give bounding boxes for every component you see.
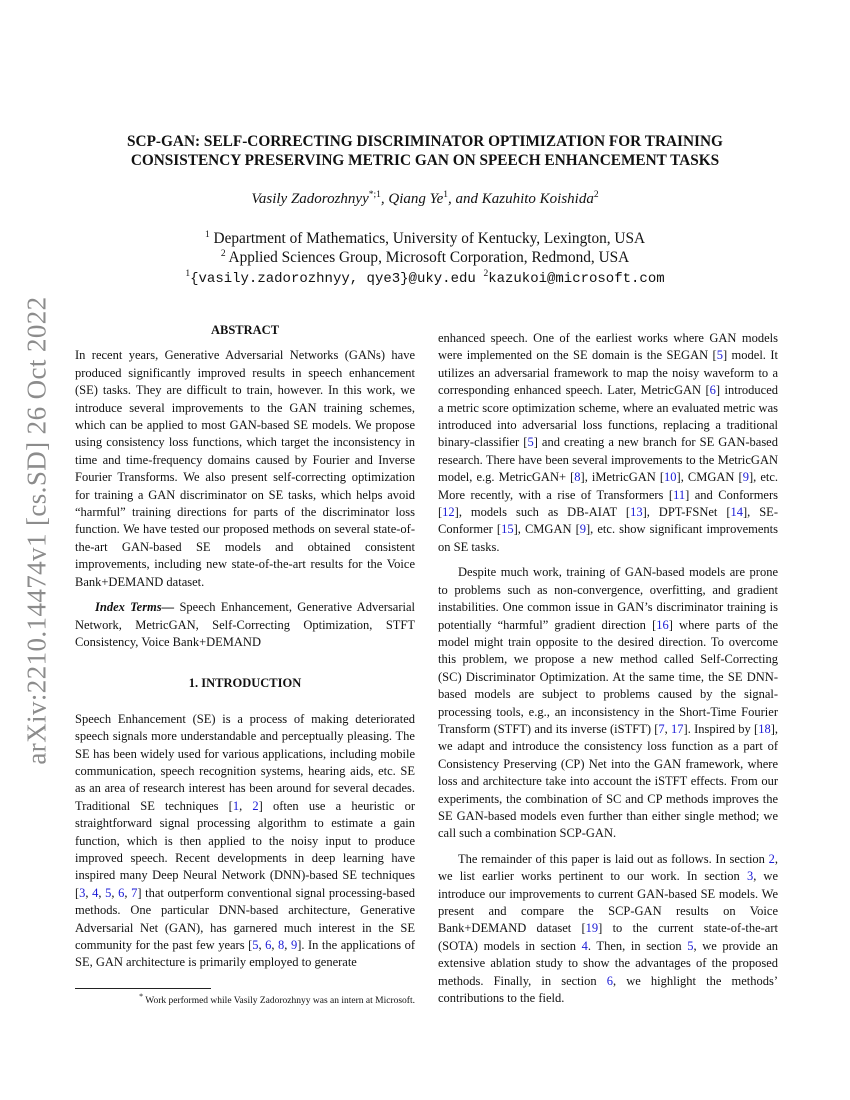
citation-link[interactable]: 10 (664, 470, 677, 485)
author-1: Vasily Zadorozhnyy (251, 191, 369, 207)
author-list: Vasily Zadorozhnyy$^{*;1}$, Qiang Ye$^1$, and Kazuhito Koishida$^2$ (251, 190, 599, 207)
right-paragraph-1: enhanced speech. One of the earliest works where GAN models were implemented on the SE domain is the SEGAN [5] model. It utilizes an adversarial framework to map the noisy waveform to a corresponding enhanced speech. Later, MetricGAN [6] introduced a metric score optimization scheme, where an evaluated metric was introduced into adversarial loss functions, replacing a traditional binary-classifier [5] and creating a new branch for SE GAN-based research. There have been several improvements to the MetricGAN model, e.g. MetricGAN+ [8], iMetricGAN [10], CMGAN [9], etc. More recently, with a rise of Transformers [11] and Conformers [12], models such as DB-AIAT [13], DPT-FSNet [14], SE-Conformer [15], CMGAN [9], etc. show significant improvements on SE tasks. (438, 331, 779, 554)
section-link[interactable]: 3 (746, 869, 754, 884)
section-link[interactable]: 4 (581, 938, 588, 953)
index-terms-label: Index Terms— (95, 600, 175, 615)
citation-link[interactable]: 7 (658, 721, 665, 736)
citation-link[interactable]: 13 (630, 505, 643, 520)
citation-link[interactable]: 7 (131, 885, 138, 900)
email-line (70, 269, 780, 287)
affiliation-1 (70, 230, 780, 248)
right-paragraph-3: The remainder of this paper is laid out as follows. In section 2, we list earlier works pertinent to our work. In section 3, we introduce our improvements to current GAN-based SE models. We present and compare the SCP-GAN results on Voice Bank+DEMAND dataset [19] to the current state-of-the-art (SOTA) models in section 4. Then, in section 5, we provide an extensive ablation study to show the advantages of the proposed methods. Finally, in section 6, we highlight the methods’ contributions to the field. (438, 851, 779, 1006)
email-1-mark: 1 (185, 269, 191, 279)
citation-link[interactable]: 15 (501, 522, 514, 537)
citation-link[interactable]: 16 (656, 617, 669, 632)
email-2-mark: 2 (483, 269, 489, 279)
section-link[interactable]: 5 (687, 938, 694, 953)
citation-link[interactable]: 12 (442, 505, 455, 520)
affiliation-2-text: Applied Sciences Group, Microsoft Corporation, Redmond, USA (228, 249, 630, 267)
citation-link[interactable]: 19 (585, 921, 599, 936)
affiliation-1-mark: 1 (204, 230, 210, 240)
citation-link[interactable]: 8 (278, 938, 285, 952)
author-2: Qiang Ye (388, 191, 444, 207)
left-column (75, 322, 415, 972)
footnote-mark: * (139, 992, 144, 1001)
index-terms-text: Speech Enhancement, Generative Adversarial Network, MetricGAN, Self-Correcting Optimization, STFT Consistency, Voice Bank+DEMAND (75, 600, 415, 649)
author-1-affil: *;1 (368, 190, 381, 200)
citation-link[interactable]: 2 (252, 798, 259, 813)
title-line-1: SCP-GAN: SELF-CORRECTING DISCRIMINATOR OPTIMIZATION FOR TRAINING (127, 133, 723, 150)
index-terms (75, 599, 415, 651)
introduction-paragraph-1: Speech Enhancement (SE) is a process of making deteriorated speech signals more understandable and perceptually pleasing. The SE has been widely used for various applications, including mobile communication, speech recognition systems, hearing aids, etc. SE as an area of research interest has been around for several decades. Traditional SE techniques [1, 2] often use a heuristic or straightforward signal processing algorithm to estimate a gain function, which is then applied to the noisy input to produce improved speech. Recent developments in deep learning have inspired many Deep Neural Network (DNN)-based SE techniques [3, 4, 5, 6, 7] that outperform conventional signal processing-based methods. One particular DNN-based architecture, Generative Adversarial Net (GAN), has garnered much interest in the SE community for the past few years [5, 6, 8, 9]. In the applications of SE, GAN architecture is primarily employed to generate (75, 711, 416, 970)
citation-link[interactable]: 1 (232, 798, 240, 813)
right-paragraph-2: Despite much work, training of GAN-based models are prone to problems such as non-convergence, overfitting, and gradient instabilities. One common issue in GAN’s discriminator training is potentially “harmful” gradient direction [16] where parts of the model might train opposite to the desired direction. To overcome this problem, we propose a new method called Self-Correcting (SC) Discriminator Optimization. At the same time, the SE DNN-based models are subject to problems caused by the signal-processing tools, e.g., an inconsistency in the Short-Time Fourier Transform (STFT) and its inverse (iSTFT) [7, 17]. Inspired by [18], we adapt and introduce the consistency loss function as a part of Consistency Preserving (CP) Net into the GAN framework, where loss and architecture take into account the iSTFT effects. From our experiments, the combination of SC and CP methods improves the SE GAN-based models even further than either single method; we call such a combination SCP-GAN. (438, 565, 779, 841)
citation-link[interactable]: 5 (527, 435, 534, 450)
author-2-affil: 1 (443, 190, 448, 200)
citation-link[interactable]: 18 (758, 721, 771, 736)
section-link[interactable]: 2 (768, 851, 775, 866)
citation-link[interactable]: 5 (252, 938, 259, 952)
footnote (75, 991, 415, 1007)
citation-link[interactable]: 6 (709, 383, 716, 398)
affiliation-1-text: Department of Mathematics, University of Kentucky, Lexington, USA (213, 230, 646, 248)
citation-link[interactable]: 17 (671, 721, 684, 736)
citation-link[interactable]: 3 (79, 885, 86, 900)
introduction-heading: 1. INTRODUCTION (188, 676, 302, 691)
section-link[interactable]: 6 (606, 973, 613, 988)
citation-link[interactable]: 5 (716, 348, 723, 363)
arxiv-identifier (8, 295, 66, 765)
citation-link[interactable]: 6 (118, 885, 125, 900)
arxiv-identifier-text: arXiv:2210.14474v1 [cs.SD] 26 Oct 2022 (21, 295, 52, 765)
citation-link[interactable]: 11 (673, 487, 686, 502)
paper-title (70, 132, 780, 170)
affiliation-2-mark: 2 (220, 249, 226, 259)
affiliation-2 (70, 249, 780, 267)
footnote-divider (75, 988, 211, 989)
citation-link[interactable]: 6 (265, 938, 272, 952)
citation-link[interactable]: 9 (579, 522, 586, 537)
author-3-affil: 2 (593, 190, 599, 200)
email-1[interactable]: {vasily.zadorozhnyy, qye3}@uky.edu (190, 271, 476, 288)
abstract-heading: ABSTRACT (210, 323, 280, 337)
title-line-2: CONSISTENCY PRESERVING METRIC GAN ON SPEECH ENHANCEMENT TASKS (130, 152, 720, 169)
citation-link[interactable]: 14 (730, 505, 743, 520)
right-column (438, 330, 778, 1007)
citation-link[interactable]: 9 (742, 470, 749, 485)
citation-link[interactable]: 8 (574, 470, 581, 485)
citation-link[interactable]: 9 (290, 938, 298, 952)
footnote-text: Work performed while Vasily Zadorozhnyy was an intern at Microsoft. (143, 996, 415, 1007)
citation-link[interactable]: 5 (105, 885, 112, 900)
abstract-text: In recent years, Generative Adversarial Networks (GANs) have produced significantly improved results in speech enhancement (SE) tasks. They are difficult to train, however. In this work, we introduce several improvements to the GAN training schemes, which can be applied to most GAN-based SE models. We propose using consistency loss functions, which target the inconsistency in time and time-frequency domains caused by Fourier and Inverse Fourier Transforms. We also present self-correcting optimization for training a GAN discriminator on SE tasks, which helps avoid “harmful” training directions for parts of the discriminator loss function. We have tested our proposed methods on several state-of-the-art GAN-based SE models and obtained consistent improvements, including new state-of-the-art results for the Voice Bank+DEMAND dataset. (75, 348, 415, 589)
citation-link[interactable]: 4 (92, 885, 99, 900)
author-3: and Kazuhito Koishida (455, 191, 594, 207)
email-2[interactable]: kazukoi@microsoft.com (488, 271, 665, 288)
